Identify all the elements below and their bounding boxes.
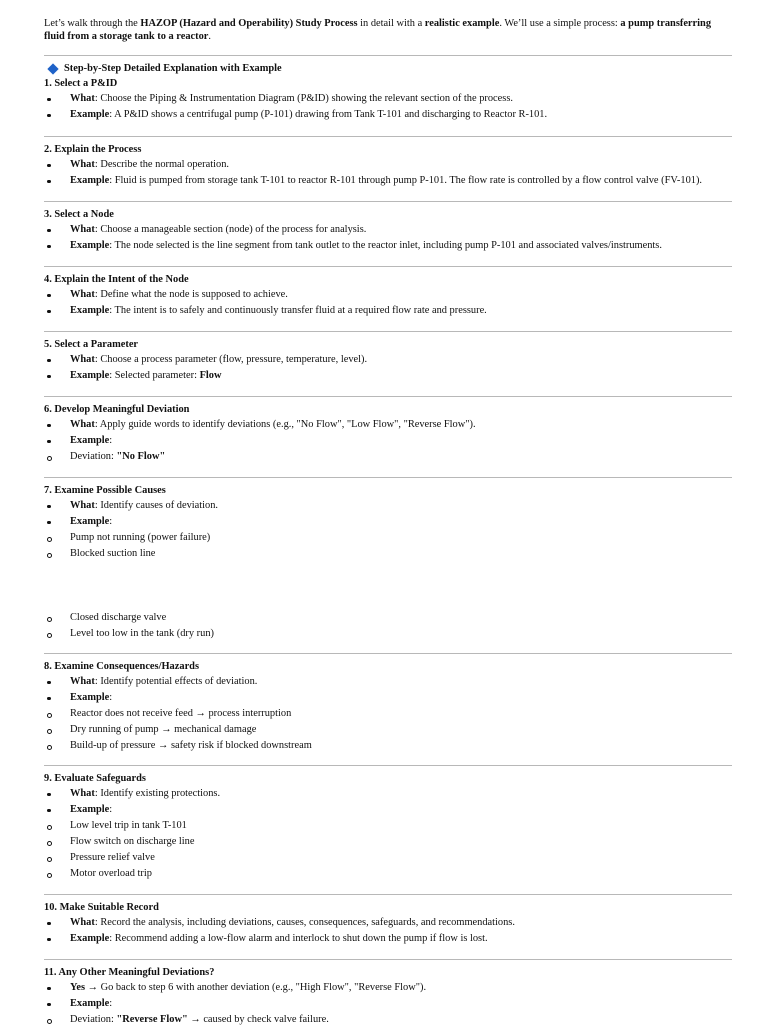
bullet-icon (44, 786, 70, 802)
section-step-8 (44, 653, 732, 754)
list-item: Example: Recommend adding a low-flow alarm and interlock to shut down the pump if flow is lost. (44, 931, 732, 947)
sub-list-item: Build-up of pressure → safety risk if blocked downstream (44, 738, 732, 754)
list-item: What: Record the analysis, including deviations, causes, consequences, safeguards, and recommendations. (44, 915, 732, 931)
heading-text: Step-by-Step Detailed Explanation with Example (64, 63, 282, 74)
bullet-icon (44, 980, 70, 996)
sub-list-item: Deviation: "Reverse Flow" → caused by check valve failure. (44, 1012, 732, 1028)
list-item: Example: (44, 690, 732, 706)
section-heading (44, 61, 732, 76)
step-title: 2. Explain the Process (44, 144, 142, 155)
bullet-icon (44, 173, 70, 189)
circle-bullet-icon (44, 706, 70, 722)
circle-bullet-icon (44, 626, 70, 642)
step-title: 9. Evaluate Safeguards (44, 773, 146, 784)
list-item: Example: (44, 802, 732, 818)
diamond-icon (47, 63, 58, 74)
list-item: Example: Fluid is pumped from storage tank T-101 to reactor R-101 through pump P-101. The flow rate is controlled by a flow control valve (FV-101). (44, 173, 732, 189)
list-item: Example: A P&ID shows a centrifugal pump (P-101) drawing from Tank T-101 and discharging to Reactor R-101. (44, 107, 732, 123)
step-title: 8. Examine Consequences/Hazards (44, 661, 199, 672)
bullet-icon (44, 368, 70, 384)
bullet-icon (44, 915, 70, 931)
bullet-icon (44, 514, 70, 530)
sub-list-item: Pump not running (power failure) (44, 530, 732, 546)
bullet-icon (44, 107, 70, 123)
list-item: Example: (44, 433, 732, 449)
sub-list-item: Dry running of pump → mechanical damage (44, 722, 732, 738)
circle-bullet-icon (44, 738, 70, 754)
step-title: 4. Explain the Intent of the Node (44, 274, 189, 285)
step-title: 11. Any Other Meaningful Deviations? (44, 967, 215, 978)
section-step-2 (44, 136, 732, 189)
intro-text: . We’ll use a simple process: (499, 18, 621, 29)
bullet-icon (44, 157, 70, 173)
step-title: 7. Examine Possible Causes (44, 485, 166, 496)
list-item: What: Define what the node is supposed to achieve. (44, 287, 732, 303)
circle-bullet-icon (44, 722, 70, 738)
intro-text: in detail with a (357, 18, 425, 29)
circle-bullet-icon (44, 449, 70, 465)
circle-bullet-icon (44, 530, 70, 546)
circle-bullet-icon (44, 546, 70, 562)
section-step-10 (44, 894, 732, 947)
list-item: What: Choose a manageable section (node) of the process for analysis. (44, 222, 732, 238)
section-step-3 (44, 201, 732, 254)
intro-bold: a pump transferring fluid from a storage tank to a reactor (44, 18, 712, 42)
list-item: What: Choose the Piping & Instrumentation Diagram (P&ID) showing the relevant section of the process. (44, 91, 732, 107)
list-item: What: Apply guide words to identify deviations (e.g., "No Flow", "Low Flow", "Reverse Flow"). (44, 417, 732, 433)
step-title: 6. Develop Meaningful Deviation (44, 404, 190, 415)
bullet-icon (44, 352, 70, 368)
intro-bold: realistic example (424, 18, 500, 29)
section-step-5 (44, 331, 732, 384)
bullet-icon (44, 802, 70, 818)
sub-list-item: Deviation: "No Flow" (44, 449, 732, 465)
bullet-icon (44, 417, 70, 433)
sub-list-item: Blocked suction line (44, 546, 732, 562)
sub-list-item: Level too low in the tank (dry run) (44, 626, 732, 642)
bullet-icon (44, 287, 70, 303)
circle-bullet-icon (44, 610, 70, 626)
bullet-icon (44, 222, 70, 238)
bullet-icon (44, 996, 70, 1012)
bullet-icon (44, 303, 70, 319)
intro-text: . (208, 31, 212, 42)
document-page (44, 13, 732, 1025)
step-title: 5. Select a Parameter (44, 339, 139, 350)
list-item: What: Identify potential effects of deviation. (44, 674, 732, 690)
list-item: What: Choose a process parameter (flow, pressure, temperature, level). (44, 352, 732, 368)
circle-bullet-icon (44, 866, 70, 882)
circle-bullet-icon (44, 834, 70, 850)
list-item: Example: Selected parameter: Flow (44, 368, 732, 384)
list-item: Example: The intent is to safely and continuously transfer fluid at a required flow rate and pressure. (44, 303, 732, 319)
circle-bullet-icon (44, 818, 70, 834)
step-title: 10. Make Suitable Record (44, 902, 159, 913)
section-step-9 (44, 765, 732, 882)
step-title: 3. Select a Node (44, 209, 114, 220)
list-item: What: Describe the normal operation. (44, 157, 732, 173)
list-item: Example: (44, 514, 732, 530)
section-step-7 (44, 477, 732, 642)
intro-bold: HAZOP (Hazard and Operability) Study Process (140, 18, 358, 29)
bullet-icon (44, 238, 70, 254)
sub-list-item: Pressure relief valve (44, 850, 732, 866)
sub-list-item: Flow switch on discharge line (44, 834, 732, 850)
list-item: What: Identify existing protections. (44, 786, 732, 802)
section-step-1 (44, 55, 732, 123)
step-title: 1. Select a P&ID (44, 78, 118, 89)
list-item: Example: The node selected is the line segment from tank outlet to the reactor inlet, including pump P-101 and associated valves/instruments. (44, 238, 732, 254)
section-step-11 (44, 959, 732, 1028)
sub-list-item: Low level trip in tank T-101 (44, 818, 732, 834)
bullet-icon (44, 433, 70, 449)
bullet-icon (44, 674, 70, 690)
intro-paragraph (44, 13, 732, 43)
section-step-4 (44, 266, 732, 319)
sub-list-item: Closed discharge valve (44, 610, 732, 626)
list-item: Yes → Go back to step 6 with another deviation (e.g., "High Flow", "Reverse Flow"). (44, 980, 732, 996)
circle-bullet-icon (44, 1012, 70, 1028)
sub-list-item: Reactor does not receive feed → process interruption (44, 706, 732, 722)
circle-bullet-icon (44, 850, 70, 866)
intro-text: Let’s walk through the (44, 18, 141, 29)
bullet-icon (44, 931, 70, 947)
bullet-icon (44, 91, 70, 107)
sub-list-item: Motor overload trip (44, 866, 732, 882)
list-item: What: Identify causes of deviation. (44, 498, 732, 514)
blank-gap (44, 562, 732, 610)
list-item: Example: (44, 996, 732, 1012)
section-step-6 (44, 396, 732, 465)
bullet-icon (44, 498, 70, 514)
bullet-icon (44, 690, 70, 706)
